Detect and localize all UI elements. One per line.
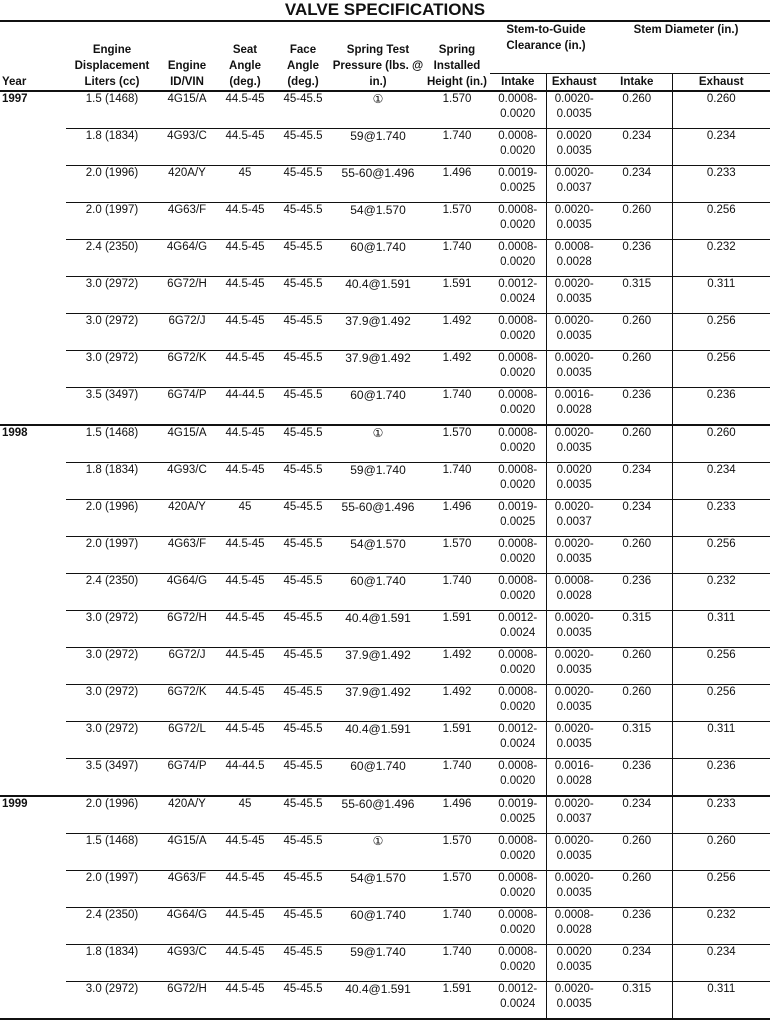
seat-angle-cell: 44.5-45 — [216, 463, 274, 500]
engine-id-cell: 6G72/K — [158, 685, 216, 722]
seat-angle-cell: 44.5-45 — [216, 240, 274, 277]
engine-displacement-cell: 1.5 (1468) — [66, 91, 158, 129]
stem-intake-cell: 0.260 — [602, 685, 672, 722]
clearance-exhaust-cell: 0.0020- 0.0035 — [546, 982, 602, 1020]
spring-test-pressure-cell: 40.4@1.591 — [332, 277, 424, 314]
clearance-exhaust-cell: 0.0020- 0.0035 — [546, 834, 602, 871]
seat-angle-cell: 44-44.5 — [216, 388, 274, 426]
engine-id-cell: 4G63/F — [158, 537, 216, 574]
seat-angle-cell: 44.5-45 — [216, 834, 274, 871]
table-row — [0, 277, 770, 314]
seat-angle-cell: 44.5-45 — [216, 91, 274, 129]
spring-installed-height-cell: 1.496 — [424, 166, 490, 203]
engine-displacement-cell: 3.5 (3497) — [66, 388, 158, 426]
clearance-exhaust-cell: 0.0020- 0.0037 — [546, 166, 602, 203]
spring-test-pressure-cell: ① — [332, 425, 424, 463]
spring-installed-height-cell: 1.591 — [424, 277, 490, 314]
table-row — [0, 425, 770, 463]
engine-displacement-cell: 2.0 (1996) — [66, 796, 158, 834]
table-row — [0, 203, 770, 240]
clearance-intake-cell: 0.0008- 0.0020 — [490, 537, 546, 574]
clearance-intake-cell: 0.0008- 0.0020 — [490, 351, 546, 388]
seat-angle-cell: 44.5-45 — [216, 314, 274, 351]
clearance-exhaust-cell: 0.0020 0.0035 — [546, 129, 602, 166]
spring-installed-height-cell: 1.591 — [424, 722, 490, 759]
clearance-intake-cell: 0.0019- 0.0025 — [490, 796, 546, 834]
spring-test-pressure-cell: 60@1.740 — [332, 574, 424, 611]
stem-intake-cell: 0.236 — [602, 388, 672, 426]
table-row — [0, 500, 770, 537]
stem-intake-cell: 0.315 — [602, 611, 672, 648]
seat-angle-cell: 44.5-45 — [216, 425, 274, 463]
spring-test-pressure-cell: 60@1.740 — [332, 388, 424, 426]
table-row — [0, 129, 770, 166]
clearance-intake-cell: 0.0008- 0.0020 — [490, 648, 546, 685]
face-angle-cell: 45-45.5 — [274, 945, 332, 982]
table-row — [0, 908, 770, 945]
face-angle-cell: 45-45.5 — [274, 537, 332, 574]
engine-id-cell: 4G64/G — [158, 574, 216, 611]
seat-angle-cell: 45 — [216, 500, 274, 537]
engine-id-cell: 4G93/C — [158, 463, 216, 500]
engine-displacement-cell: 2.0 (1997) — [66, 203, 158, 240]
engine-id-cell: 420A/Y — [158, 500, 216, 537]
clearance-intake-cell: 0.0008- 0.0020 — [490, 871, 546, 908]
stem-exhaust-cell: 0.311 — [672, 277, 770, 314]
spring-test-pressure-cell: 40.4@1.591 — [332, 982, 424, 1020]
table-row — [0, 574, 770, 611]
spring-test-pressure-cell: 60@1.740 — [332, 240, 424, 277]
face-angle-cell: 45-45.5 — [274, 611, 332, 648]
engine-displacement-cell: 3.0 (2972) — [66, 314, 158, 351]
table-row — [0, 166, 770, 203]
table-row — [0, 351, 770, 388]
spring-installed-height-cell: 1.570 — [424, 91, 490, 129]
seat-angle-cell: 44.5-45 — [216, 648, 274, 685]
stem-exhaust-cell: 0.232 — [672, 574, 770, 611]
clearance-exhaust-cell: 0.0020- 0.0035 — [546, 425, 602, 463]
stem-exhaust-cell: 0.311 — [672, 982, 770, 1020]
year-cell: 1998 — [0, 425, 66, 796]
spring-installed-height-cell: 1.570 — [424, 834, 490, 871]
stem-intake-cell: 0.315 — [602, 722, 672, 759]
engine-displacement-cell: 2.4 (2350) — [66, 574, 158, 611]
spring-installed-height-cell: 1.740 — [424, 574, 490, 611]
year-group-1997 — [0, 91, 770, 425]
clearance-exhaust-cell: 0.0020 0.0035 — [546, 463, 602, 500]
face-angle-cell: 45-45.5 — [274, 166, 332, 203]
stem-exhaust-cell: 0.234 — [672, 945, 770, 982]
stem-exhaust-cell: 0.311 — [672, 722, 770, 759]
spring-test-pressure-cell: 37.9@1.492 — [332, 314, 424, 351]
header-clearance-intake: Intake — [490, 74, 546, 92]
engine-displacement-cell: 1.8 (1834) — [66, 945, 158, 982]
seat-angle-cell: 44.5-45 — [216, 871, 274, 908]
spring-installed-height-cell: 1.496 — [424, 500, 490, 537]
engine-id-cell: 6G72/J — [158, 648, 216, 685]
engine-id-cell: 4G63/F — [158, 203, 216, 240]
face-angle-cell: 45-45.5 — [274, 908, 332, 945]
stem-exhaust-cell: 0.234 — [672, 463, 770, 500]
header-year: Year — [0, 21, 66, 91]
spring-test-pressure-cell: 40.4@1.591 — [332, 722, 424, 759]
stem-exhaust-cell: 0.233 — [672, 500, 770, 537]
clearance-intake-cell: 0.0012- 0.0024 — [490, 722, 546, 759]
clearance-intake-cell: 0.0008- 0.0020 — [490, 463, 546, 500]
clearance-exhaust-cell: 0.0020- 0.0035 — [546, 351, 602, 388]
clearance-intake-cell: 0.0019- 0.0025 — [490, 166, 546, 203]
clearance-intake-cell: 0.0012- 0.0024 — [490, 277, 546, 314]
year-cell: 1997 — [0, 91, 66, 425]
stem-intake-cell: 0.260 — [602, 351, 672, 388]
spring-installed-height-cell: 1.740 — [424, 908, 490, 945]
seat-angle-cell: 44.5-45 — [216, 945, 274, 982]
stem-intake-cell: 0.236 — [602, 240, 672, 277]
stem-intake-cell: 0.236 — [602, 574, 672, 611]
spring-installed-height-cell: 1.740 — [424, 759, 490, 797]
stem-exhaust-cell: 0.256 — [672, 203, 770, 240]
seat-angle-cell: 44.5-45 — [216, 722, 274, 759]
seat-angle-cell: 44.5-45 — [216, 129, 274, 166]
engine-displacement-cell: 3.0 (2972) — [66, 685, 158, 722]
clearance-exhaust-cell: 0.0020- 0.0035 — [546, 91, 602, 129]
clearance-exhaust-cell: 0.0020- 0.0035 — [546, 277, 602, 314]
engine-displacement-cell: 2.0 (1997) — [66, 537, 158, 574]
seat-angle-cell: 45 — [216, 166, 274, 203]
spring-test-pressure-cell: 59@1.740 — [332, 945, 424, 982]
engine-id-cell: 4G15/A — [158, 834, 216, 871]
clearance-intake-cell: 0.0008- 0.0020 — [490, 685, 546, 722]
face-angle-cell: 45-45.5 — [274, 240, 332, 277]
engine-displacement-cell: 3.0 (2972) — [66, 982, 158, 1020]
stem-intake-cell: 0.260 — [602, 91, 672, 129]
spring-installed-height-cell: 1.591 — [424, 982, 490, 1020]
table-row — [0, 945, 770, 982]
stem-intake-cell: 0.315 — [602, 982, 672, 1020]
seat-angle-cell: 44.5-45 — [216, 611, 274, 648]
stem-intake-cell: 0.260 — [602, 425, 672, 463]
spring-test-pressure-cell: 55-60@1.496 — [332, 796, 424, 834]
clearance-exhaust-cell: 0.0020- 0.0035 — [546, 871, 602, 908]
clearance-intake-cell: 0.0012- 0.0024 — [490, 982, 546, 1020]
stem-intake-cell: 0.260 — [602, 314, 672, 351]
spring-test-pressure-cell: 60@1.740 — [332, 908, 424, 945]
stem-exhaust-cell: 0.232 — [672, 240, 770, 277]
stem-exhaust-cell: 0.256 — [672, 314, 770, 351]
stem-intake-cell: 0.315 — [602, 277, 672, 314]
seat-angle-cell: 45 — [216, 796, 274, 834]
face-angle-cell: 45-45.5 — [274, 685, 332, 722]
clearance-intake-cell: 0.0008- 0.0020 — [490, 834, 546, 871]
engine-displacement-cell: 1.8 (1834) — [66, 129, 158, 166]
clearance-intake-cell: 0.0008- 0.0020 — [490, 240, 546, 277]
header-stem-intake: Intake — [602, 74, 672, 92]
engine-id-cell: 420A/Y — [158, 796, 216, 834]
stem-exhaust-cell: 0.256 — [672, 685, 770, 722]
spring-test-pressure-cell: 54@1.570 — [332, 871, 424, 908]
engine-displacement-cell: 3.0 (2972) — [66, 648, 158, 685]
seat-angle-cell: 44.5-45 — [216, 685, 274, 722]
spring-installed-height-cell: 1.740 — [424, 388, 490, 426]
engine-id-cell: 4G93/C — [158, 945, 216, 982]
engine-displacement-cell: 3.0 (2972) — [66, 611, 158, 648]
engine-id-cell: 4G15/A — [158, 425, 216, 463]
stem-intake-cell: 0.260 — [602, 871, 672, 908]
stem-exhaust-cell: 0.256 — [672, 871, 770, 908]
stem-intake-cell: 0.234 — [602, 129, 672, 166]
spring-installed-height-cell: 1.570 — [424, 871, 490, 908]
stem-intake-cell: 0.260 — [602, 537, 672, 574]
clearance-exhaust-cell: 0.0020- 0.0035 — [546, 537, 602, 574]
engine-displacement-cell: 1.5 (1468) — [66, 834, 158, 871]
spring-installed-height-cell: 1.570 — [424, 537, 490, 574]
engine-id-cell: 6G72/L — [158, 722, 216, 759]
spring-test-pressure-cell: 37.9@1.492 — [332, 685, 424, 722]
spring-installed-height-cell: 1.591 — [424, 611, 490, 648]
stem-exhaust-cell: 0.260 — [672, 91, 770, 129]
spring-installed-height-cell: 1.740 — [424, 240, 490, 277]
engine-id-cell: 6G74/P — [158, 388, 216, 426]
table-row — [0, 91, 770, 129]
stem-intake-cell: 0.260 — [602, 834, 672, 871]
header-spring-height: Spring Installed Height (in.) — [424, 21, 490, 91]
face-angle-cell: 45-45.5 — [274, 425, 332, 463]
stem-exhaust-cell: 0.311 — [672, 611, 770, 648]
spring-test-pressure-cell: 60@1.740 — [332, 759, 424, 797]
table-row — [0, 722, 770, 759]
clearance-exhaust-cell: 0.0020- 0.0035 — [546, 314, 602, 351]
clearance-exhaust-cell: 0.0020- 0.0035 — [546, 611, 602, 648]
clearance-intake-cell: 0.0008- 0.0020 — [490, 314, 546, 351]
clearance-intake-cell: 0.0008- 0.0020 — [490, 203, 546, 240]
clearance-exhaust-cell: 0.0020- 0.0035 — [546, 722, 602, 759]
valve-specifications-table — [0, 20, 770, 1020]
header-engine-id: Engine ID/VIN — [158, 21, 216, 91]
spring-installed-height-cell: 1.570 — [424, 425, 490, 463]
year-group-1999 — [0, 796, 770, 1019]
face-angle-cell: 45-45.5 — [274, 388, 332, 426]
spring-test-pressure-cell: 40.4@1.591 — [332, 611, 424, 648]
engine-id-cell: 4G15/A — [158, 91, 216, 129]
engine-id-cell: 6G72/H — [158, 277, 216, 314]
seat-angle-cell: 44.5-45 — [216, 203, 274, 240]
header-face-angle: Face Angle (deg.) — [274, 21, 332, 91]
header-engine-displacement: Engine Displacement Liters (cc) — [66, 21, 158, 91]
seat-angle-cell: 44.5-45 — [216, 351, 274, 388]
spring-test-pressure-cell: 55-60@1.496 — [332, 500, 424, 537]
face-angle-cell: 45-45.5 — [274, 574, 332, 611]
stem-exhaust-cell: 0.234 — [672, 129, 770, 166]
clearance-intake-cell: 0.0008- 0.0020 — [490, 425, 546, 463]
table-row — [0, 759, 770, 797]
seat-angle-cell: 44.5-45 — [216, 277, 274, 314]
stem-intake-cell: 0.236 — [602, 759, 672, 797]
engine-displacement-cell: 2.0 (1997) — [66, 871, 158, 908]
spring-installed-height-cell: 1.492 — [424, 648, 490, 685]
clearance-exhaust-cell: 0.0020- 0.0035 — [546, 648, 602, 685]
seat-angle-cell: 44.5-45 — [216, 908, 274, 945]
spring-test-pressure-cell: ① — [332, 834, 424, 871]
spring-installed-height-cell: 1.492 — [424, 314, 490, 351]
stem-exhaust-cell: 0.256 — [672, 537, 770, 574]
year-cell: 1999 — [0, 796, 66, 1019]
engine-id-cell: 6G72/J — [158, 314, 216, 351]
face-angle-cell: 45-45.5 — [274, 91, 332, 129]
stem-intake-cell: 0.260 — [602, 203, 672, 240]
face-angle-cell: 45-45.5 — [274, 871, 332, 908]
engine-id-cell: 4G63/F — [158, 871, 216, 908]
stem-exhaust-cell: 0.260 — [672, 834, 770, 871]
clearance-intake-cell: 0.0008- 0.0020 — [490, 574, 546, 611]
table-row — [0, 611, 770, 648]
engine-displacement-cell: 3.0 (2972) — [66, 277, 158, 314]
clearance-exhaust-cell: 0.0016- 0.0028 — [546, 388, 602, 426]
face-angle-cell: 45-45.5 — [274, 648, 332, 685]
header-stem-exhaust: Exhaust — [672, 74, 770, 92]
clearance-exhaust-cell: 0.0016- 0.0028 — [546, 759, 602, 797]
face-angle-cell: 45-45.5 — [274, 722, 332, 759]
clearance-exhaust-cell: 0.0008- 0.0028 — [546, 240, 602, 277]
spring-installed-height-cell: 1.492 — [424, 351, 490, 388]
stem-intake-cell: 0.234 — [602, 166, 672, 203]
table-row — [0, 796, 770, 834]
stem-exhaust-cell: 0.256 — [672, 351, 770, 388]
stem-exhaust-cell: 0.232 — [672, 908, 770, 945]
clearance-intake-cell: 0.0008- 0.0020 — [490, 908, 546, 945]
spring-test-pressure-cell: 54@1.570 — [332, 537, 424, 574]
clearance-exhaust-cell: 0.0020- 0.0037 — [546, 796, 602, 834]
clearance-intake-cell: 0.0008- 0.0020 — [490, 945, 546, 982]
face-angle-cell: 45-45.5 — [274, 277, 332, 314]
stem-intake-cell: 0.234 — [602, 500, 672, 537]
engine-displacement-cell: 2.0 (1996) — [66, 500, 158, 537]
engine-id-cell: 4G64/G — [158, 240, 216, 277]
stem-intake-cell: 0.236 — [602, 908, 672, 945]
engine-id-cell: 6G74/P — [158, 759, 216, 797]
spring-installed-height-cell: 1.740 — [424, 463, 490, 500]
clearance-exhaust-cell: 0.0020- 0.0037 — [546, 500, 602, 537]
clearance-exhaust-cell: 0.0008- 0.0028 — [546, 574, 602, 611]
stem-intake-cell: 0.260 — [602, 648, 672, 685]
clearance-intake-cell: 0.0008- 0.0020 — [490, 759, 546, 797]
seat-angle-cell: 44.5-45 — [216, 574, 274, 611]
engine-displacement-cell: 2.4 (2350) — [66, 240, 158, 277]
engine-displacement-cell: 3.5 (3497) — [66, 759, 158, 797]
header-clearance-exhaust: Exhaust — [546, 74, 602, 92]
engine-displacement-cell: 3.0 (2972) — [66, 351, 158, 388]
header-clearance: Stem-to-Guide Clearance (in.) — [490, 21, 602, 74]
clearance-exhaust-cell: 0.0020- 0.0035 — [546, 203, 602, 240]
face-angle-cell: 45-45.5 — [274, 129, 332, 166]
header-seat-angle: Seat Angle (deg.) — [216, 21, 274, 91]
engine-id-cell: 6G72/K — [158, 351, 216, 388]
face-angle-cell: 45-45.5 — [274, 351, 332, 388]
header-stem-diameter: Stem Diameter (in.) — [602, 21, 770, 74]
stem-exhaust-cell: 0.233 — [672, 796, 770, 834]
spring-installed-height-cell: 1.492 — [424, 685, 490, 722]
clearance-exhaust-cell: 0.0020- 0.0035 — [546, 685, 602, 722]
face-angle-cell: 45-45.5 — [274, 500, 332, 537]
face-angle-cell: 45-45.5 — [274, 796, 332, 834]
header-spring-test: Spring Test Pressure (lbs. @ in.) — [332, 21, 424, 91]
engine-displacement-cell: 1.5 (1468) — [66, 425, 158, 463]
spring-test-pressure-cell: 59@1.740 — [332, 463, 424, 500]
table-row — [0, 834, 770, 871]
engine-displacement-cell: 2.4 (2350) — [66, 908, 158, 945]
engine-displacement-cell: 3.0 (2972) — [66, 722, 158, 759]
table-row — [0, 537, 770, 574]
engine-displacement-cell: 2.0 (1996) — [66, 166, 158, 203]
spring-installed-height-cell: 1.570 — [424, 203, 490, 240]
spring-test-pressure-cell: 55-60@1.496 — [332, 166, 424, 203]
spring-test-pressure-cell: 59@1.740 — [332, 129, 424, 166]
stem-exhaust-cell: 0.260 — [672, 425, 770, 463]
spring-test-pressure-cell: ① — [332, 91, 424, 129]
seat-angle-cell: 44.5-45 — [216, 537, 274, 574]
stem-exhaust-cell: 0.236 — [672, 388, 770, 426]
spring-installed-height-cell: 1.496 — [424, 796, 490, 834]
stem-exhaust-cell: 0.236 — [672, 759, 770, 797]
table-row — [0, 871, 770, 908]
spring-test-pressure-cell: 37.9@1.492 — [332, 648, 424, 685]
page-title: VALVE SPECIFICATIONS — [284, 0, 486, 19]
clearance-intake-cell: 0.0019- 0.0025 — [490, 500, 546, 537]
spring-test-pressure-cell: 54@1.570 — [332, 203, 424, 240]
seat-angle-cell: 44-44.5 — [216, 759, 274, 797]
stem-exhaust-cell: 0.256 — [672, 648, 770, 685]
spring-installed-height-cell: 1.740 — [424, 945, 490, 982]
face-angle-cell: 45-45.5 — [274, 314, 332, 351]
table-row — [0, 685, 770, 722]
clearance-intake-cell: 0.0008- 0.0020 — [490, 91, 546, 129]
clearance-intake-cell: 0.0008- 0.0020 — [490, 129, 546, 166]
engine-displacement-cell: 1.8 (1834) — [66, 463, 158, 500]
face-angle-cell: 45-45.5 — [274, 203, 332, 240]
face-angle-cell: 45-45.5 — [274, 759, 332, 797]
clearance-intake-cell: 0.0012- 0.0024 — [490, 611, 546, 648]
engine-id-cell: 420A/Y — [158, 166, 216, 203]
spring-installed-height-cell: 1.740 — [424, 129, 490, 166]
table-row — [0, 240, 770, 277]
face-angle-cell: 45-45.5 — [274, 463, 332, 500]
stem-exhaust-cell: 0.233 — [672, 166, 770, 203]
table-row — [0, 982, 770, 1020]
spring-test-pressure-cell: 37.9@1.492 — [332, 351, 424, 388]
seat-angle-cell: 44.5-45 — [216, 982, 274, 1020]
stem-intake-cell: 0.234 — [602, 796, 672, 834]
stem-intake-cell: 0.234 — [602, 463, 672, 500]
clearance-exhaust-cell: 0.0008- 0.0028 — [546, 908, 602, 945]
face-angle-cell: 45-45.5 — [274, 834, 332, 871]
table-row — [0, 388, 770, 426]
clearance-exhaust-cell: 0.0020 0.0035 — [546, 945, 602, 982]
table-row — [0, 314, 770, 351]
year-group-1998 — [0, 425, 770, 796]
engine-id-cell: 4G64/G — [158, 908, 216, 945]
table-row — [0, 648, 770, 685]
table-row — [0, 463, 770, 500]
engine-id-cell: 4G93/C — [158, 129, 216, 166]
clearance-intake-cell: 0.0008- 0.0020 — [490, 388, 546, 426]
face-angle-cell: 45-45.5 — [274, 982, 332, 1020]
engine-id-cell: 6G72/H — [158, 982, 216, 1020]
engine-id-cell: 6G72/H — [158, 611, 216, 648]
stem-intake-cell: 0.234 — [602, 945, 672, 982]
